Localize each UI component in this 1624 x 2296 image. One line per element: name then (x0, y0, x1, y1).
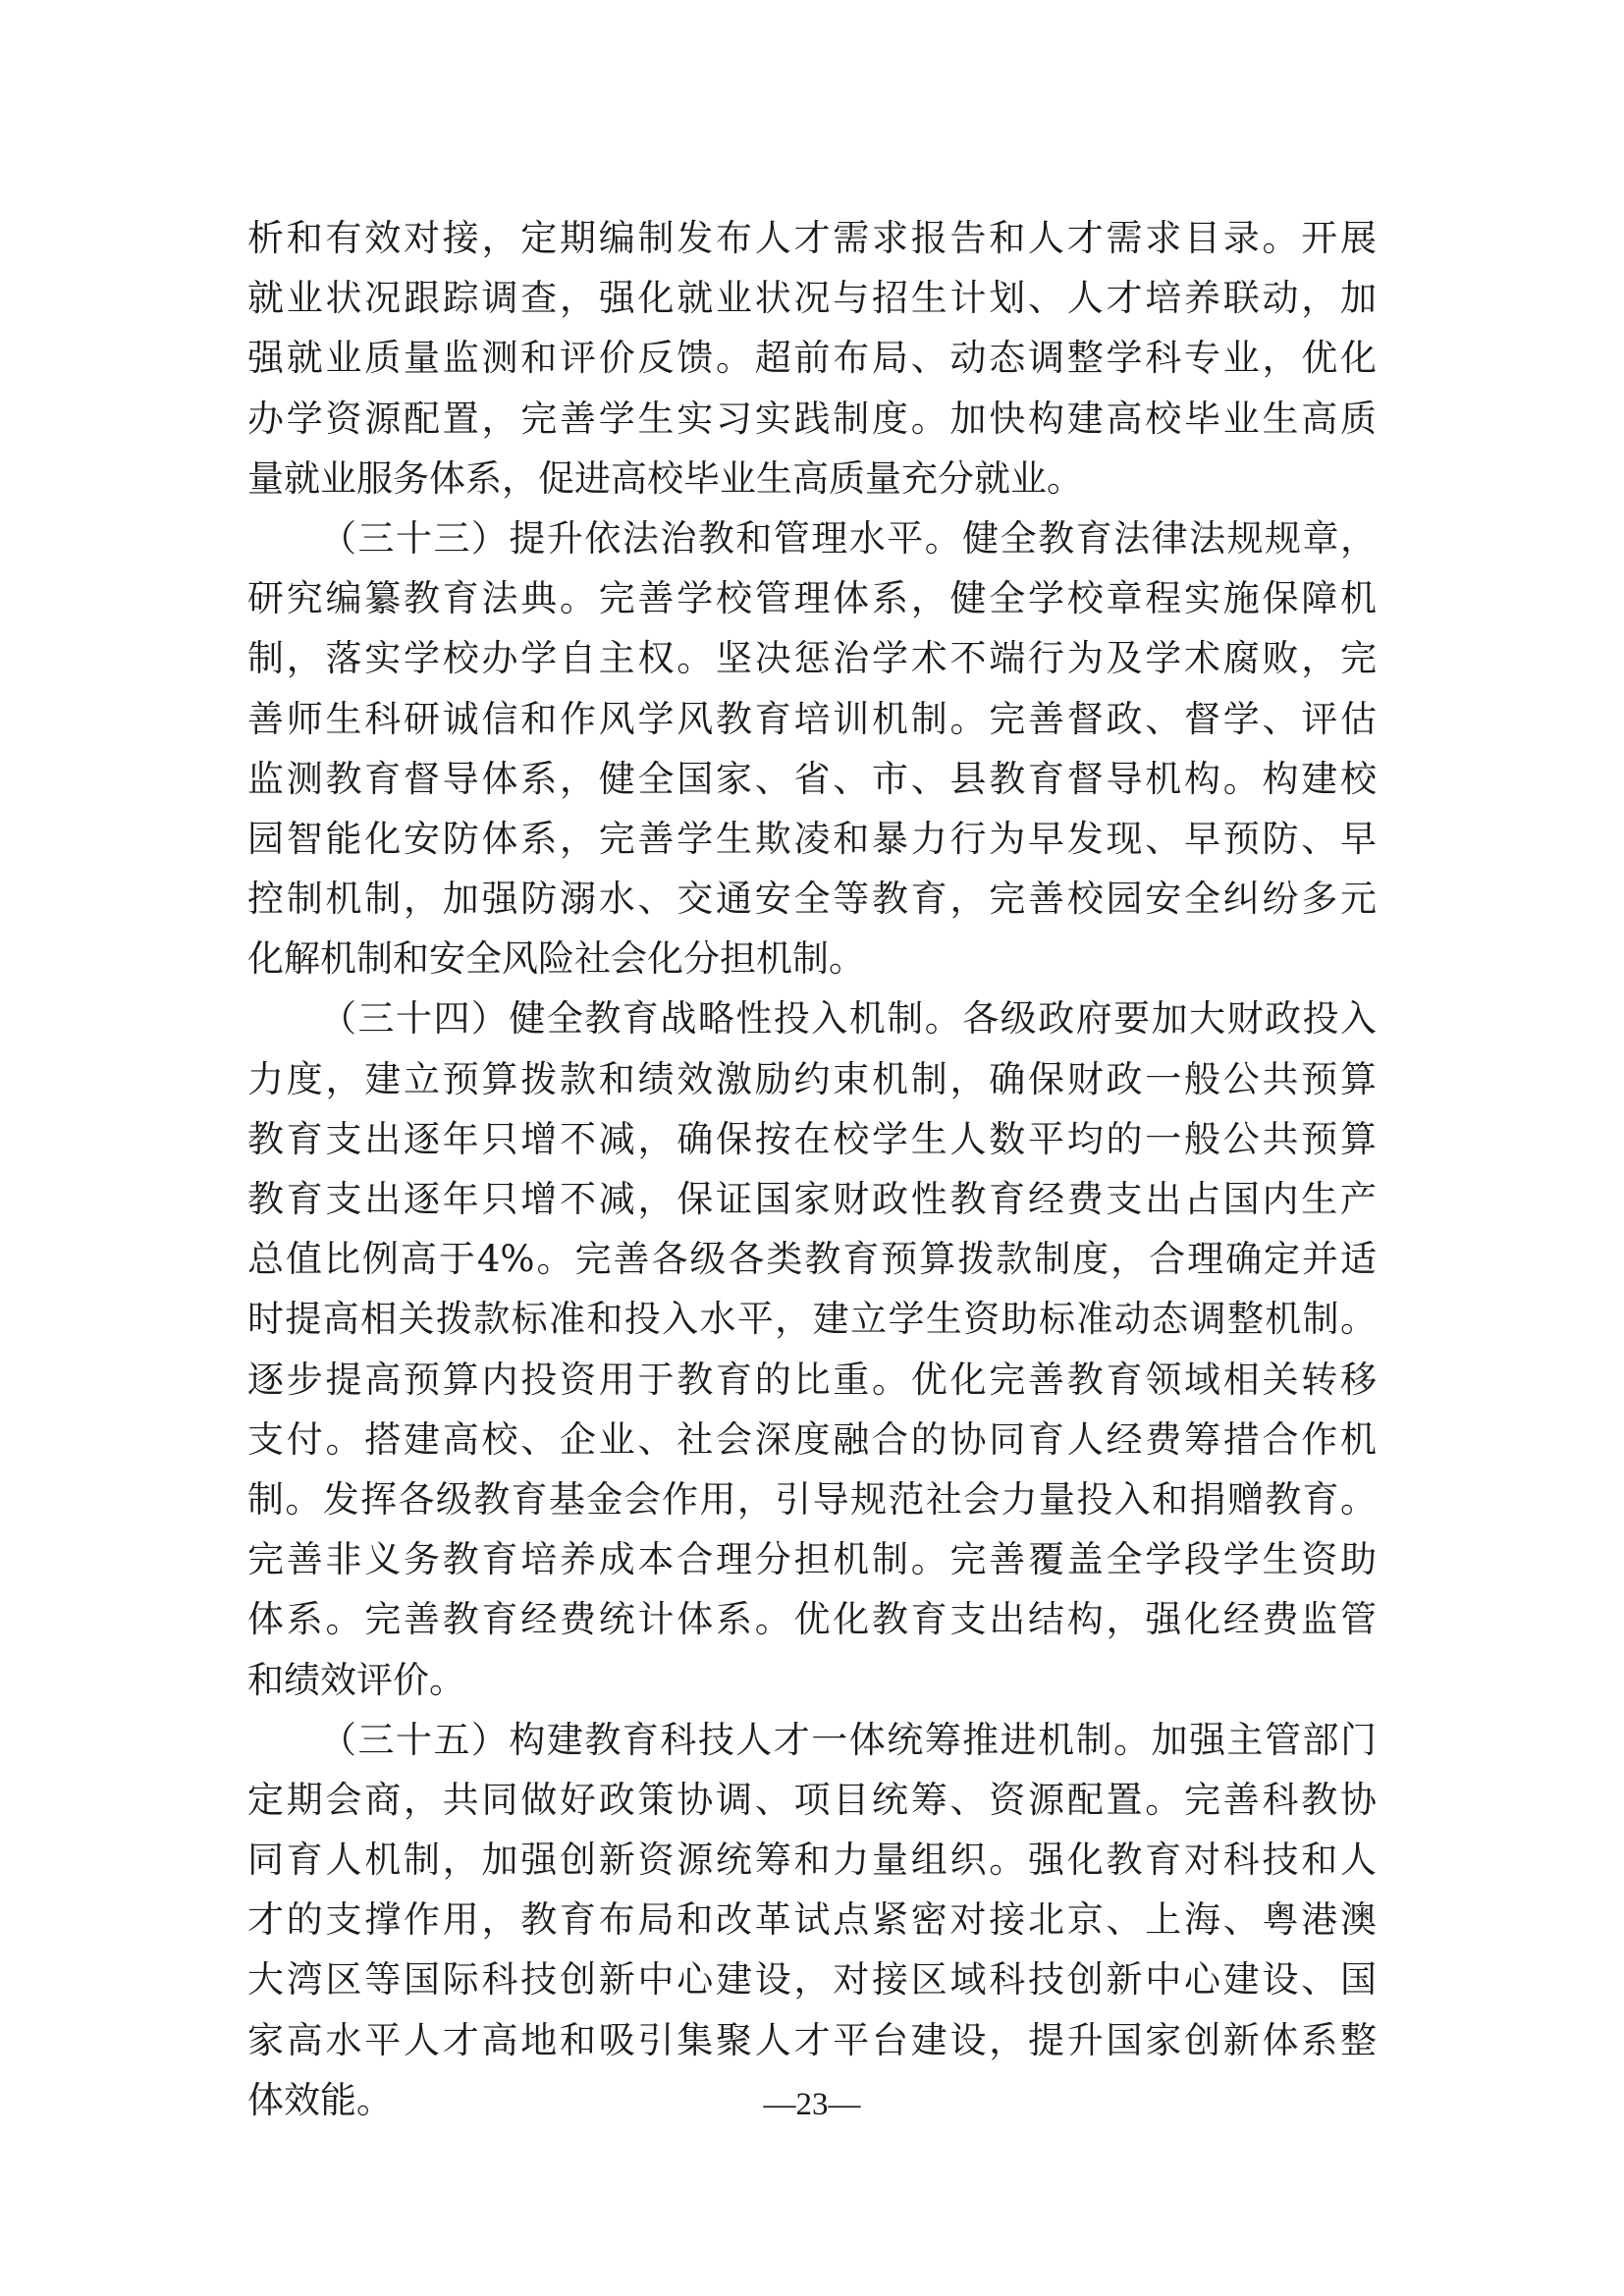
section-35-heading-line: （三十五）构建教育科技人才一体统筹推进机制。加强主管部门 (320, 1718, 1377, 1761)
text-line: 控制机制，加强防溺水、交通安全等教育，完善校园安全纠纷多元 (247, 878, 1377, 921)
text-line: 支付。搭建高校、企业、社会深度融合的协同育人经费筹措合作机 (247, 1417, 1377, 1461)
body-text (247, 208, 1377, 2130)
text-line: 就业状况跟踪调查，强化就业状况与招生计划、人才培养联动，加 (247, 277, 1377, 320)
text-line: 和绩效评价。 (247, 1658, 465, 1701)
text-line: 逐步提高预算内投资用于教育的比重。优化完善教育领域相关转移 (247, 1358, 1377, 1401)
text-line: 体效能。 (247, 2078, 393, 2121)
text-line: 力度，建立预算拨款和绩效激励约束机制，确保财政一般公共预算 (247, 1057, 1377, 1100)
text-line: 完善非义务教育培养成本合理分担机制。完善覆盖全学段学生资助 (247, 1538, 1377, 1581)
text-line: 家高水平人才高地和吸引集聚人才平台建设，提升国家创新体系整 (247, 2018, 1377, 2061)
text-line: 总值比例高于4%。完善各级各类教育预算拨款制度，合理确定并适 (247, 1238, 1377, 1281)
text-line: 才的支撑作用，教育布局和改革试点紧密对接北京、上海、粤港澳 (247, 1898, 1377, 1942)
section-34-heading-line: （三十四）健全教育战略性投入机制。各级政府要加大财政投入 (320, 997, 1377, 1041)
text-line: 教育支出逐年只增不减，确保按在校学生人数平均的一般公共预算 (247, 1117, 1377, 1160)
text-line: 办学资源配置，完善学生实习实践制度。加快构建高校毕业生高质 (247, 397, 1377, 440)
text-line: 大湾区等国际科技创新中心建设，对接区域科技创新中心建设、国 (247, 1958, 1377, 2002)
text-line: 园智能化安防体系，完善学生欺凌和暴力行为早发现、早预防、早 (247, 817, 1377, 860)
section-33-heading-line: （三十三）提升依法治教和管理水平。健全教育法律法规规章， (320, 516, 1377, 560)
text-line: 体系。完善教育经费统计体系。优化教育支出结构，强化经费监管 (247, 1598, 1377, 1641)
text-line: 时提高相关拨款标准和投入水平，建立学生资助标准动态调整机制。 (247, 1298, 1377, 1341)
text-line: 强就业质量监测和评价反馈。超前布局、动态调整学科专业，优化 (247, 337, 1377, 380)
text-line: 化解机制和安全风险社会化分担机制。 (247, 937, 865, 981)
text-line: 量就业服务体系，促进高校毕业生高质量充分就业。 (247, 456, 1083, 500)
text-line: 定期会商，共同做好政策协调、项目统筹、资源配置。完善科教协 (247, 1778, 1377, 1821)
text-line: 研究编纂教育法典。完善学校管理体系，健全学校章程实施保障机 (247, 577, 1377, 620)
text-line: 教育支出逐年只增不减，保证国家财政性教育经费支出占国内生产 (247, 1178, 1377, 1220)
page-number: —23— (763, 2087, 861, 2122)
text-line: 同育人机制，加强创新资源统筹和力量组织。强化教育对科技和人 (247, 1839, 1377, 1882)
text-line: 制。发挥各级教育基金会作用，引导规范社会力量投入和捐赠教育。 (247, 1477, 1377, 1521)
text-line: 监测教育督导体系，健全国家、省、市、县教育督导机构。构建校 (247, 757, 1377, 800)
text-line: 制，落实学校办学自主权。坚决惩治学术不端行为及学术腐败，完 (247, 637, 1377, 680)
text-line: 善师生科研诚信和作风学风教育培训机制。完善督政、督学、评估 (247, 697, 1377, 740)
text-line: 析和有效对接，定期编制发布人才需求报告和人才需求目录。开展 (247, 217, 1377, 259)
